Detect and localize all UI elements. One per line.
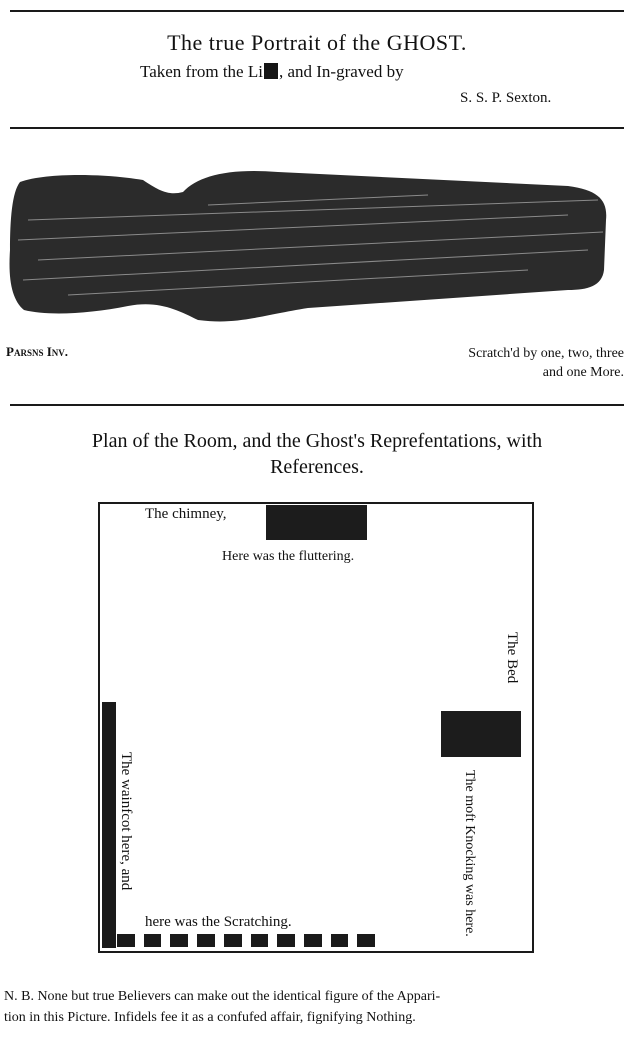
dash <box>144 934 162 947</box>
bed-block <box>441 711 521 757</box>
plan-title <box>0 428 634 480</box>
top-rule <box>10 10 624 12</box>
dash <box>331 934 349 947</box>
subtitle-part-1: Taken from the Li <box>140 62 263 81</box>
wainscot-label: The wainfcot here, and <box>118 752 134 891</box>
ghost-portrait-image <box>8 160 612 330</box>
chimney-label: The chimney, <box>145 506 227 522</box>
plan-title-line-1: Plan of the Room, and the Ghost's Reprefentations, with <box>91 430 543 452</box>
knocking-line-2: Knocking <box>462 825 477 881</box>
page-title: The true Portrait of the GHOST. <box>167 30 467 55</box>
scratched-credit-line-2: and one More. <box>542 365 624 380</box>
plan-title-line-2: References. <box>270 456 364 478</box>
footnote <box>4 986 628 1028</box>
ink-blot <box>264 63 278 79</box>
section-rule <box>10 404 624 406</box>
engraver-credit: S. S. P. Sexton. <box>460 90 552 106</box>
dash <box>277 934 295 947</box>
header-bottom-rule <box>10 127 624 129</box>
scratched-credit-line-1: Scratch'd by one, two, three <box>468 346 624 361</box>
fluttering-label: Here was the fluttering. <box>222 549 355 564</box>
footnote-line-2: tion in this Picture. Infidels fee it as a confufed affair, fignifying Nothing. <box>4 1010 416 1025</box>
dash <box>251 934 269 947</box>
dash <box>224 934 242 947</box>
knocking-line-3: was here. <box>462 883 477 937</box>
scratching-label: here was the Scratching. <box>145 914 292 930</box>
scratching-dashes <box>117 934 375 947</box>
knocking-label <box>460 770 478 937</box>
subtitle <box>140 62 404 82</box>
scratched-credit <box>330 344 624 382</box>
inventor-credit: Parsns Inv. <box>6 344 69 359</box>
wainscot-wall <box>102 702 116 948</box>
footnote-line-1: N. B. None but true Believers can make out the identical figure of the Appari- <box>4 989 441 1004</box>
chimney-block <box>266 505 367 540</box>
dash <box>170 934 188 947</box>
dash <box>357 934 375 947</box>
dash <box>117 934 135 947</box>
dash <box>197 934 215 947</box>
knocking-line-1: The moft <box>462 770 477 822</box>
subtitle-part-2: , and In-graved by <box>278 62 404 81</box>
bed-label: The Bed <box>504 632 520 684</box>
dash <box>304 934 322 947</box>
